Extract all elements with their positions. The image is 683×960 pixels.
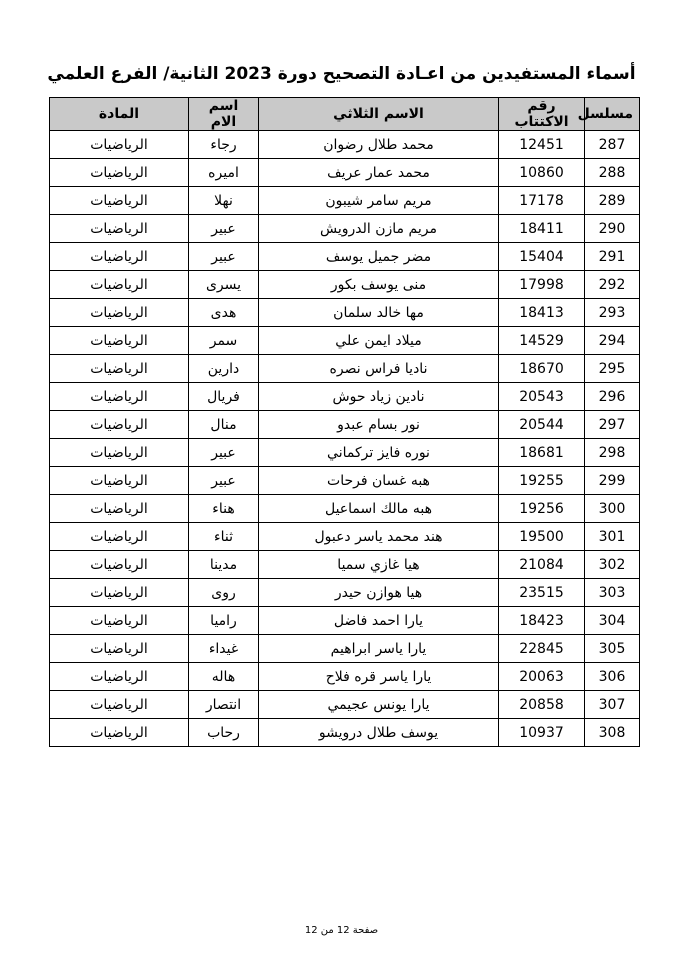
cell-serial: 302 [585, 551, 640, 579]
cell-subject: الرياضيات [50, 327, 189, 355]
cell-mother-name: يسرى [189, 271, 259, 299]
table-row [50, 187, 640, 215]
cell-mother-name: غيداء [189, 635, 259, 663]
cell-serial: 296 [585, 383, 640, 411]
cell-exam-number: 20063 [499, 663, 585, 691]
cell-full-name: نور بسام عبدو [259, 411, 499, 439]
cell-subject: الرياضيات [50, 243, 189, 271]
table-row [50, 607, 640, 635]
page-title: أسماء المستفيدين من اعـادة التصحيح دورة 2023 الثانية/ الفرع العلمي [47, 64, 636, 84]
cell-mother-name: فريال [189, 383, 259, 411]
cell-serial: 306 [585, 663, 640, 691]
cell-exam-number: 20858 [499, 691, 585, 719]
cell-serial: 305 [585, 635, 640, 663]
cell-mother-name: هدى [189, 299, 259, 327]
cell-subject: الرياضيات [50, 411, 189, 439]
cell-serial: 292 [585, 271, 640, 299]
cell-exam-number: 19255 [499, 467, 585, 495]
cell-subject: الرياضيات [50, 271, 189, 299]
cell-full-name: هند محمد ياسر دعبول [259, 523, 499, 551]
table-row [50, 355, 640, 383]
cell-full-name: هبه غسان فرحات [259, 467, 499, 495]
table-row [50, 243, 640, 271]
table-row [50, 327, 640, 355]
cell-subject: الرياضيات [50, 355, 189, 383]
cell-exam-number: 22845 [499, 635, 585, 663]
cell-full-name: نوره فايز تركماني [259, 439, 499, 467]
cell-mother-name: هناء [189, 495, 259, 523]
cell-serial: 289 [585, 187, 640, 215]
cell-exam-number: 20544 [499, 411, 585, 439]
cell-full-name: هبه مالك اسماعيل [259, 495, 499, 523]
cell-serial: 300 [585, 495, 640, 523]
cell-subject: الرياضيات [50, 131, 189, 159]
table-row [50, 523, 640, 551]
cell-mother-name: دارين [189, 355, 259, 383]
cell-exam-number: 18413 [499, 299, 585, 327]
cell-exam-number: 23515 [499, 579, 585, 607]
table-row [50, 299, 640, 327]
cell-exam-number: 18423 [499, 607, 585, 635]
cell-subject: الرياضيات [50, 215, 189, 243]
cell-exam-number: 10860 [499, 159, 585, 187]
cell-exam-number: 19500 [499, 523, 585, 551]
cell-exam-number: 19256 [499, 495, 585, 523]
cell-mother-name: مدينا [189, 551, 259, 579]
cell-exam-number: 18411 [499, 215, 585, 243]
cell-serial: 298 [585, 439, 640, 467]
cell-subject: الرياضيات [50, 579, 189, 607]
cell-subject: الرياضيات [50, 635, 189, 663]
cell-exam-number: 17178 [499, 187, 585, 215]
cell-serial: 290 [585, 215, 640, 243]
cell-subject: الرياضيات [50, 663, 189, 691]
cell-serial: 295 [585, 355, 640, 383]
cell-exam-number: 12451 [499, 131, 585, 159]
cell-serial: 301 [585, 523, 640, 551]
cell-full-name: يارا ياسر قره فلاح [259, 663, 499, 691]
cell-subject: الرياضيات [50, 439, 189, 467]
header-full-name: الاسم الثلاثي [259, 98, 499, 131]
table-row [50, 719, 640, 747]
table-body [50, 131, 640, 747]
cell-subject: الرياضيات [50, 523, 189, 551]
table-row [50, 439, 640, 467]
cell-full-name: ميلاد ايمن علي [259, 327, 499, 355]
cell-exam-number: 14529 [499, 327, 585, 355]
cell-full-name: محمد عمار عريف [259, 159, 499, 187]
cell-serial: 308 [585, 719, 640, 747]
cell-exam-number: 10937 [499, 719, 585, 747]
cell-mother-name: منال [189, 411, 259, 439]
cell-exam-number: 21084 [499, 551, 585, 579]
cell-serial: 294 [585, 327, 640, 355]
cell-subject: الرياضيات [50, 551, 189, 579]
cell-full-name: يارا احمد فاضل [259, 607, 499, 635]
cell-exam-number: 18681 [499, 439, 585, 467]
cell-exam-number: 15404 [499, 243, 585, 271]
table-row [50, 579, 640, 607]
cell-serial: 293 [585, 299, 640, 327]
cell-mother-name: انتصار [189, 691, 259, 719]
cell-full-name: منى يوسف بكور [259, 271, 499, 299]
cell-exam-number: 18670 [499, 355, 585, 383]
cell-full-name: يارا يونس عجيمي [259, 691, 499, 719]
cell-full-name: مريم سامر شيبون [259, 187, 499, 215]
table-row [50, 271, 640, 299]
cell-mother-name: عبير [189, 215, 259, 243]
cell-mother-name: نهلا [189, 187, 259, 215]
cell-mother-name: عبير [189, 467, 259, 495]
cell-full-name: يوسف طلال درويشو [259, 719, 499, 747]
cell-mother-name: عبير [189, 243, 259, 271]
page-number: صفحة 12 من 12 [304, 925, 379, 936]
table-row [50, 215, 640, 243]
cell-subject: الرياضيات [50, 159, 189, 187]
cell-full-name: مضر جميل يوسف [259, 243, 499, 271]
cell-serial: 288 [585, 159, 640, 187]
table-header-row [50, 98, 640, 131]
cell-serial: 307 [585, 691, 640, 719]
cell-full-name: مها خالد سلمان [259, 299, 499, 327]
cell-mother-name: سمر [189, 327, 259, 355]
cell-full-name: محمد طلال رضوان [259, 131, 499, 159]
cell-subject: الرياضيات [50, 607, 189, 635]
table-row [50, 159, 640, 187]
table-row [50, 691, 640, 719]
cell-subject: الرياضيات [50, 299, 189, 327]
cell-full-name: هيا هوازن حيدر [259, 579, 499, 607]
cell-serial: 291 [585, 243, 640, 271]
cell-subject: الرياضيات [50, 719, 189, 747]
cell-full-name: يارا ياسر ابراهيم [259, 635, 499, 663]
table-row [50, 131, 640, 159]
cell-serial: 303 [585, 579, 640, 607]
table-row [50, 663, 640, 691]
cell-serial: 297 [585, 411, 640, 439]
cell-exam-number: 20543 [499, 383, 585, 411]
table-row [50, 411, 640, 439]
table-row [50, 495, 640, 523]
results-table [49, 97, 640, 747]
header-subject: المادة [50, 98, 189, 131]
cell-full-name: ناديا فراس نصره [259, 355, 499, 383]
table-row [50, 635, 640, 663]
cell-mother-name: عبير [189, 439, 259, 467]
cell-mother-name: رجاء [189, 131, 259, 159]
cell-subject: الرياضيات [50, 187, 189, 215]
cell-full-name: نادين زياد حوش [259, 383, 499, 411]
table-row [50, 383, 640, 411]
cell-subject: الرياضيات [50, 495, 189, 523]
cell-mother-name: هاله [189, 663, 259, 691]
cell-subject: الرياضيات [50, 691, 189, 719]
table-row [50, 467, 640, 495]
cell-exam-number: 17998 [499, 271, 585, 299]
table-row [50, 551, 640, 579]
cell-full-name: هيا غازي سميا [259, 551, 499, 579]
cell-mother-name: اميره [189, 159, 259, 187]
cell-mother-name: رحاب [189, 719, 259, 747]
cell-mother-name: راميا [189, 607, 259, 635]
header-exam-number: رقم الاكتتاب [499, 98, 585, 131]
header-serial: مسلسل [585, 98, 640, 131]
header-mother-name: اسم الام [189, 98, 259, 131]
cell-serial: 287 [585, 131, 640, 159]
cell-serial: 304 [585, 607, 640, 635]
cell-mother-name: ثناء [189, 523, 259, 551]
cell-subject: الرياضيات [50, 383, 189, 411]
cell-mother-name: روى [189, 579, 259, 607]
cell-serial: 299 [585, 467, 640, 495]
cell-subject: الرياضيات [50, 467, 189, 495]
cell-full-name: مريم مازن الدرويش [259, 215, 499, 243]
